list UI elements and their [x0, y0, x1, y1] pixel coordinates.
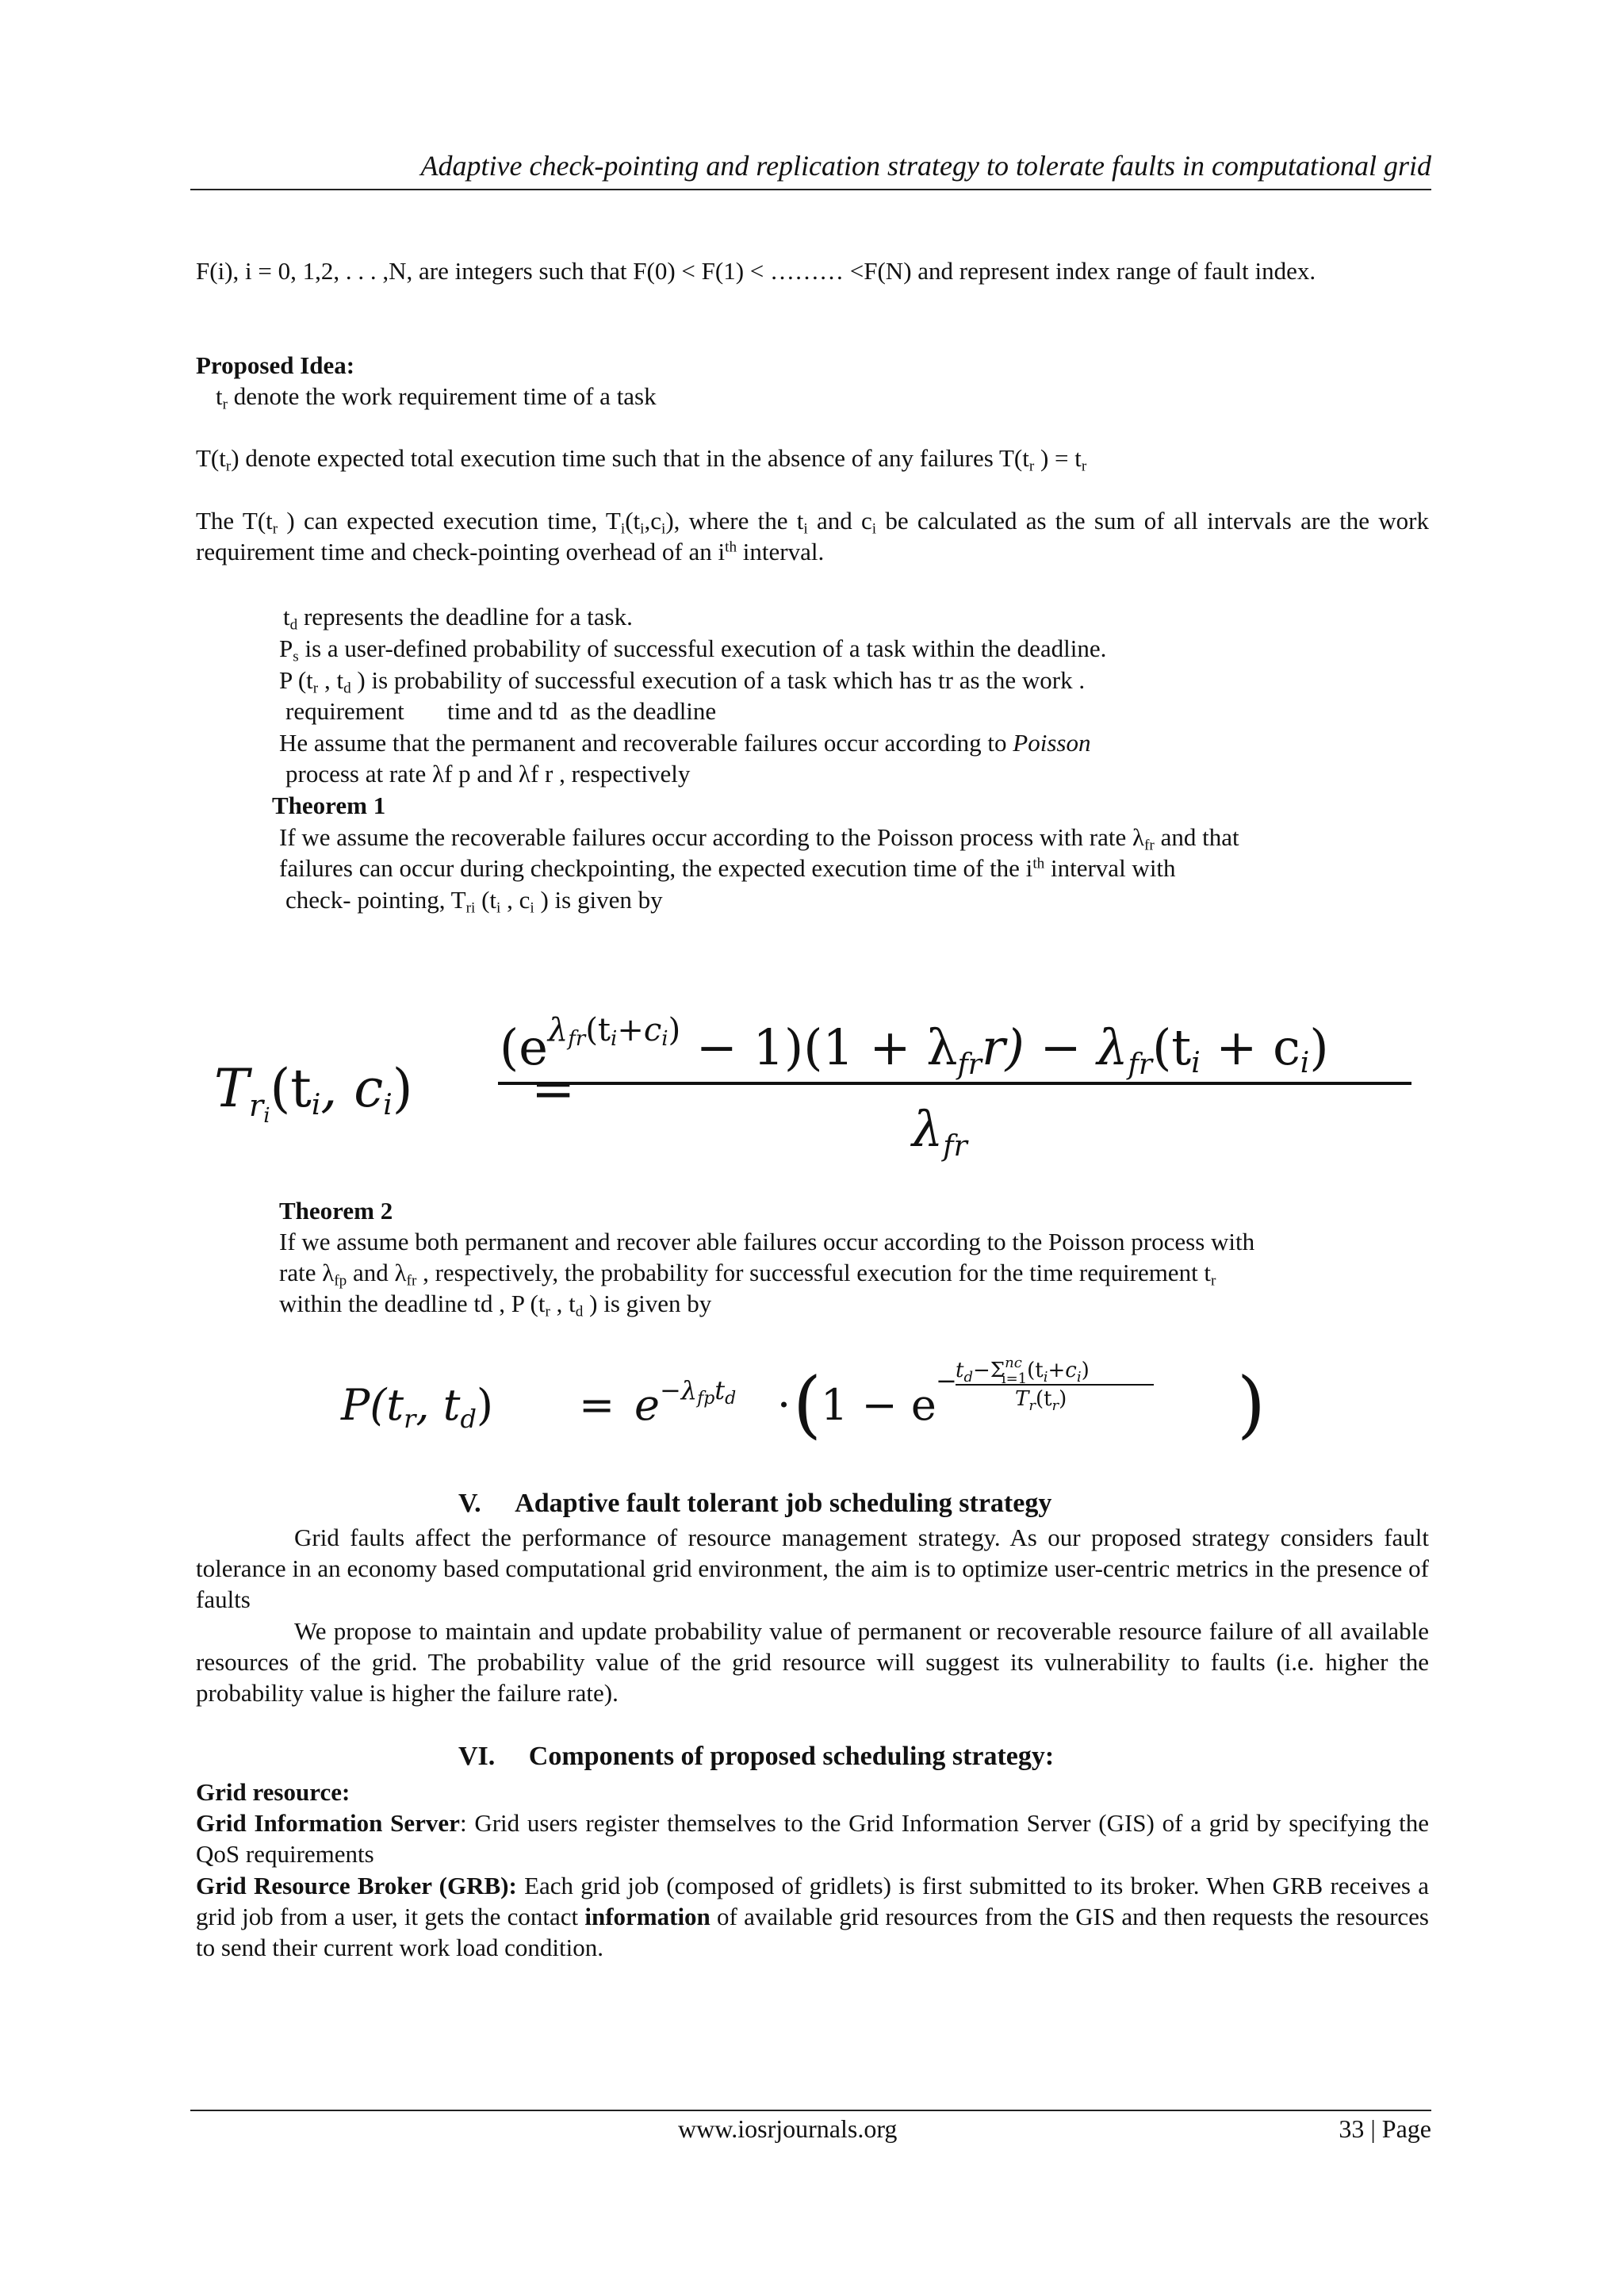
- theorem-1-line-1: If we assume the recoverable failures occur according to the Poisson process with rate $\lambda_{fr}$ and that: [279, 823, 1239, 854]
- svg-text:·: ·: [777, 1380, 791, 1430]
- poisson-assumption: He assume that the permanent and recoverable failures occur according to Poisson: [279, 729, 1091, 757]
- fault-index-paragraph: F(i), i = 0, 1,2, . . . ,N, are integers such that F(0) < F(1) < ……… <F(N) and represent index range of fault index.: [196, 257, 1316, 285]
- section-6-heading: VI. Components of proposed scheduling strategy:: [458, 1742, 1055, 1771]
- theorem-2-title: Theorem 2: [279, 1197, 393, 1225]
- theorem-2-line-2: rate $\lambda_{fp}$ and $\lambda_{fr}$ , respectively, the probability for successful execution for the time requirement $t_r$: [279, 1259, 1216, 1290]
- gis-paragraph: Grid Information Server: Grid users register themselves to the Grid Information Server (GIS) of a grid by specifying the QoS requirements: [196, 1809, 1430, 1868]
- interval-sum-paragraph: The $T(t_r$ ) can expected execution time, $T_i(t_i,c_i)$, where the $t_i$ and $c_i$ be calculated as the sum of all intervals are the work requirement time and check-pointing overhead of an $i^{th}$ interval.: [196, 507, 1430, 565]
- svg-text:td−Σnci=1(ti+ci): $t_d-\Sigma^{nc}$ $i=1(t_i+c_i)$: [956, 1355, 1090, 1387]
- td-definition: $t_d$ represents the deadline for a task.: [283, 603, 633, 634]
- p-definition-continued: requirement time and td as the deadline: [285, 697, 717, 725]
- equals-sign: =: [531, 1058, 576, 1119]
- expected-time-definition: $T(t_r)$ denote expected total execution time such that in the absence of any failures $T(t_r$ ) = $t_r$: [196, 444, 1087, 475]
- svg-text:(eλfr(ti+ci) − 1)(1 + λfrr) −: $(e^\lambda fr(ti+ci) - 1)(1 + \lambda frr) - \lambda fr(ti + ci)$: [500, 1012, 1329, 1081]
- formula-theorem-2: [333, 1340, 1285, 1455]
- svg-text:−: −: [936, 1366, 957, 1396]
- header-rule: [190, 189, 1431, 190]
- theorem-1-line-2: failures can occur during checkpointing, the expected execution time of the $i^{th}$ interval with: [279, 854, 1176, 882]
- svg-text:e−λfptd: $e^{-\lambda}fptd$: [634, 1375, 737, 1430]
- theorem-2-line-1: If we assume both permanent and recover able failures occur according to the Poisson process with: [279, 1228, 1255, 1255]
- theorem-2-line-3: within the deadline td , P ($t_r$ , $t_d$ ) is given by: [279, 1290, 712, 1320]
- svg-text:Tr(tr): $T_r(t_r)$: [1015, 1387, 1067, 1414]
- svg-text:Tri(ti, ci): Tri(ti, ci): [214, 1058, 413, 1128]
- proposed-idea-heading: Proposed Idea:: [196, 351, 355, 379]
- section-5-paragraph-2: We propose to maintain and update probability value of permanent or recoverable resource failure of all available resources of the grid. The probability value of the grid resource will suggest its vulnerability to faults (i.e. higher the probability value is higher the failure rate).: [196, 1617, 1429, 1707]
- svg-text:=: =: [579, 1380, 615, 1430]
- svg-text:): ): [1237, 1362, 1266, 1447]
- footer-page-number: 33 | Page: [1339, 2114, 1431, 2143]
- svg-text:P(tr, td): P(tr, td): [341, 1380, 493, 1434]
- grb-paragraph: Grid Resource Broker (GRB): Each grid job (composed of gridlets) is first submitted to its broker. When GRB receives a grid job from a user, it gets the contact information of available grid resources from the GIS and then requests the resources to send their current work load condition.: [196, 1872, 1429, 1961]
- section-5-paragraph-1: Grid faults affect the performance of resource management strategy. As our proposed strategy considers fault tolerance in an economy based computational grid environment, the aim is to optimize user-centric metrics in the presence of faults: [196, 1524, 1429, 1613]
- grid-resource-heading: Grid resource:: [196, 1778, 350, 1806]
- formula-theorem-1: [206, 991, 1427, 1186]
- poisson-assumption-continued: process at rate λf p and λf r , respectively: [285, 760, 691, 788]
- section-5-heading: V. Adaptive fault tolerant job scheduling strategy: [458, 1489, 1052, 1518]
- ps-definition: $P_s$ is a user-defined probability of successful execution of a task within the deadline.: [279, 634, 1107, 665]
- tr-definition: $t_r$ denote the work requirement time of a task: [216, 382, 657, 413]
- svg-text:1 − e: 1 − e: [821, 1380, 936, 1430]
- p-definition: P ($t_r$ , $t_d$ ) is probability of successful execution of a task which has tr as the work .: [279, 666, 1086, 697]
- running-header: Adaptive check-pointing and replication strategy to tolerate faults in computational grid: [420, 150, 1431, 182]
- footer-url: www.iosrjournals.org: [678, 2114, 898, 2143]
- svg-text:λfr: λfr: [912, 1100, 967, 1163]
- theorem-1-line-3: check- pointing, $T_{ri}$ ($t_i$ , $c_i$ ) is given by: [285, 886, 663, 917]
- svg-text:(: (: [793, 1362, 822, 1447]
- footer-rule: [190, 2110, 1431, 2111]
- theorem-1-title: Theorem 1: [272, 792, 386, 819]
